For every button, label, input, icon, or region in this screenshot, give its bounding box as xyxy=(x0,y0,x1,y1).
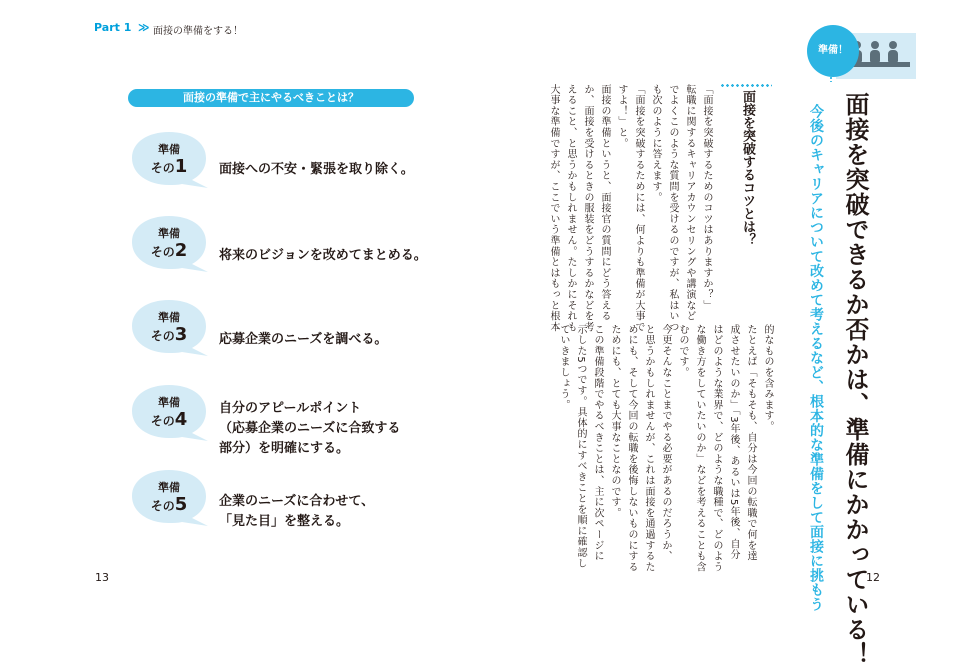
speech-bubble: 準備 その4 xyxy=(128,381,218,445)
step-text: 企業のニーズに合わせて、 「見た目」を整える。 xyxy=(219,494,375,529)
speech-bubble: 準備 その3 xyxy=(128,296,218,360)
step-text: 応募企業のニーズを調べる。 xyxy=(219,332,388,347)
step-2 xyxy=(128,212,428,282)
person-icon xyxy=(870,41,880,63)
body-text-lower: 的なものを含みます。 たとえば「そもそも、自分は今回の転職で何を達 成させたいのか」「3年後、あるいは5年後、自分 はどのような業界で、どのような職種で、どのよう な働き方をしていたいのか」などを考えることも含 むのです。 今更そんなことまでやる必要があるのだろうか、 と思うかもしれませんが、これは面接を通過するた めにも、そして今回の転職を後悔しないものにする ためにも、とても大事なことなのです。 この準備段階でやるべきことは、主に次ページに 示した5つです。具体的にすべきことを順に確認し ていきましょう。 xyxy=(558,324,773,573)
page-number-right: 12 xyxy=(866,571,880,584)
step-3 xyxy=(128,296,428,366)
dotted-divider xyxy=(830,64,832,82)
steps-box-title: 面接の準備で主にやるべきことは？ xyxy=(128,89,414,107)
chapter-topic: 面接の準備をする！ xyxy=(153,26,243,37)
part-label: Part 1 xyxy=(94,21,132,34)
prep-badge: 準備！ xyxy=(807,25,859,77)
speech-bubble: 準備 その5 xyxy=(128,466,218,530)
person-icon xyxy=(888,41,898,63)
body-text-upper: 「面接を突破するためのコツはありますか？」 転職に関するキャリアカウンセリングや講演など でよくこのような質問を受けるのですが、私はいつ も次のように答えます。 「面接を突破するためには、何よりも準備が大事で すよ！」と。 面接の準備というと、面接官の質問にどう答える か、面接を受けるときの服装をどうするかなどを考 えること、と思うかもしれません。たしかにそれも 大事な準備ですが、ここでいう準備とはもっと根本 xyxy=(548,84,712,333)
step-5 xyxy=(128,466,428,536)
double-chevron-icon: ≫ xyxy=(138,21,150,34)
dotted-divider xyxy=(720,84,772,87)
step-4 xyxy=(128,381,428,456)
page-subtitle: 今後のキャリアについて改めて考えるなど、根本的な準備をして面接に挑もう xyxy=(808,104,824,612)
page-number-left: 13 xyxy=(95,571,109,584)
step-text: 将来のビジョンを改めてまとめる。 xyxy=(219,248,427,263)
step-text: 面接への不安・緊張を取り除く。 xyxy=(219,162,414,177)
step-1 xyxy=(128,128,428,198)
speech-bubble: 準備 その1 xyxy=(128,128,218,192)
step-text: 自分のアピールポイント （応募企業のニーズに合致する 部分）を明確にする。 xyxy=(219,401,401,456)
speech-bubble: 準備 その2 xyxy=(128,212,218,276)
section-heading: 面接を突破するコツとは？ xyxy=(740,90,755,246)
page-title: 面接を突破できるか否かは、準備にかかっている！ xyxy=(841,92,869,667)
